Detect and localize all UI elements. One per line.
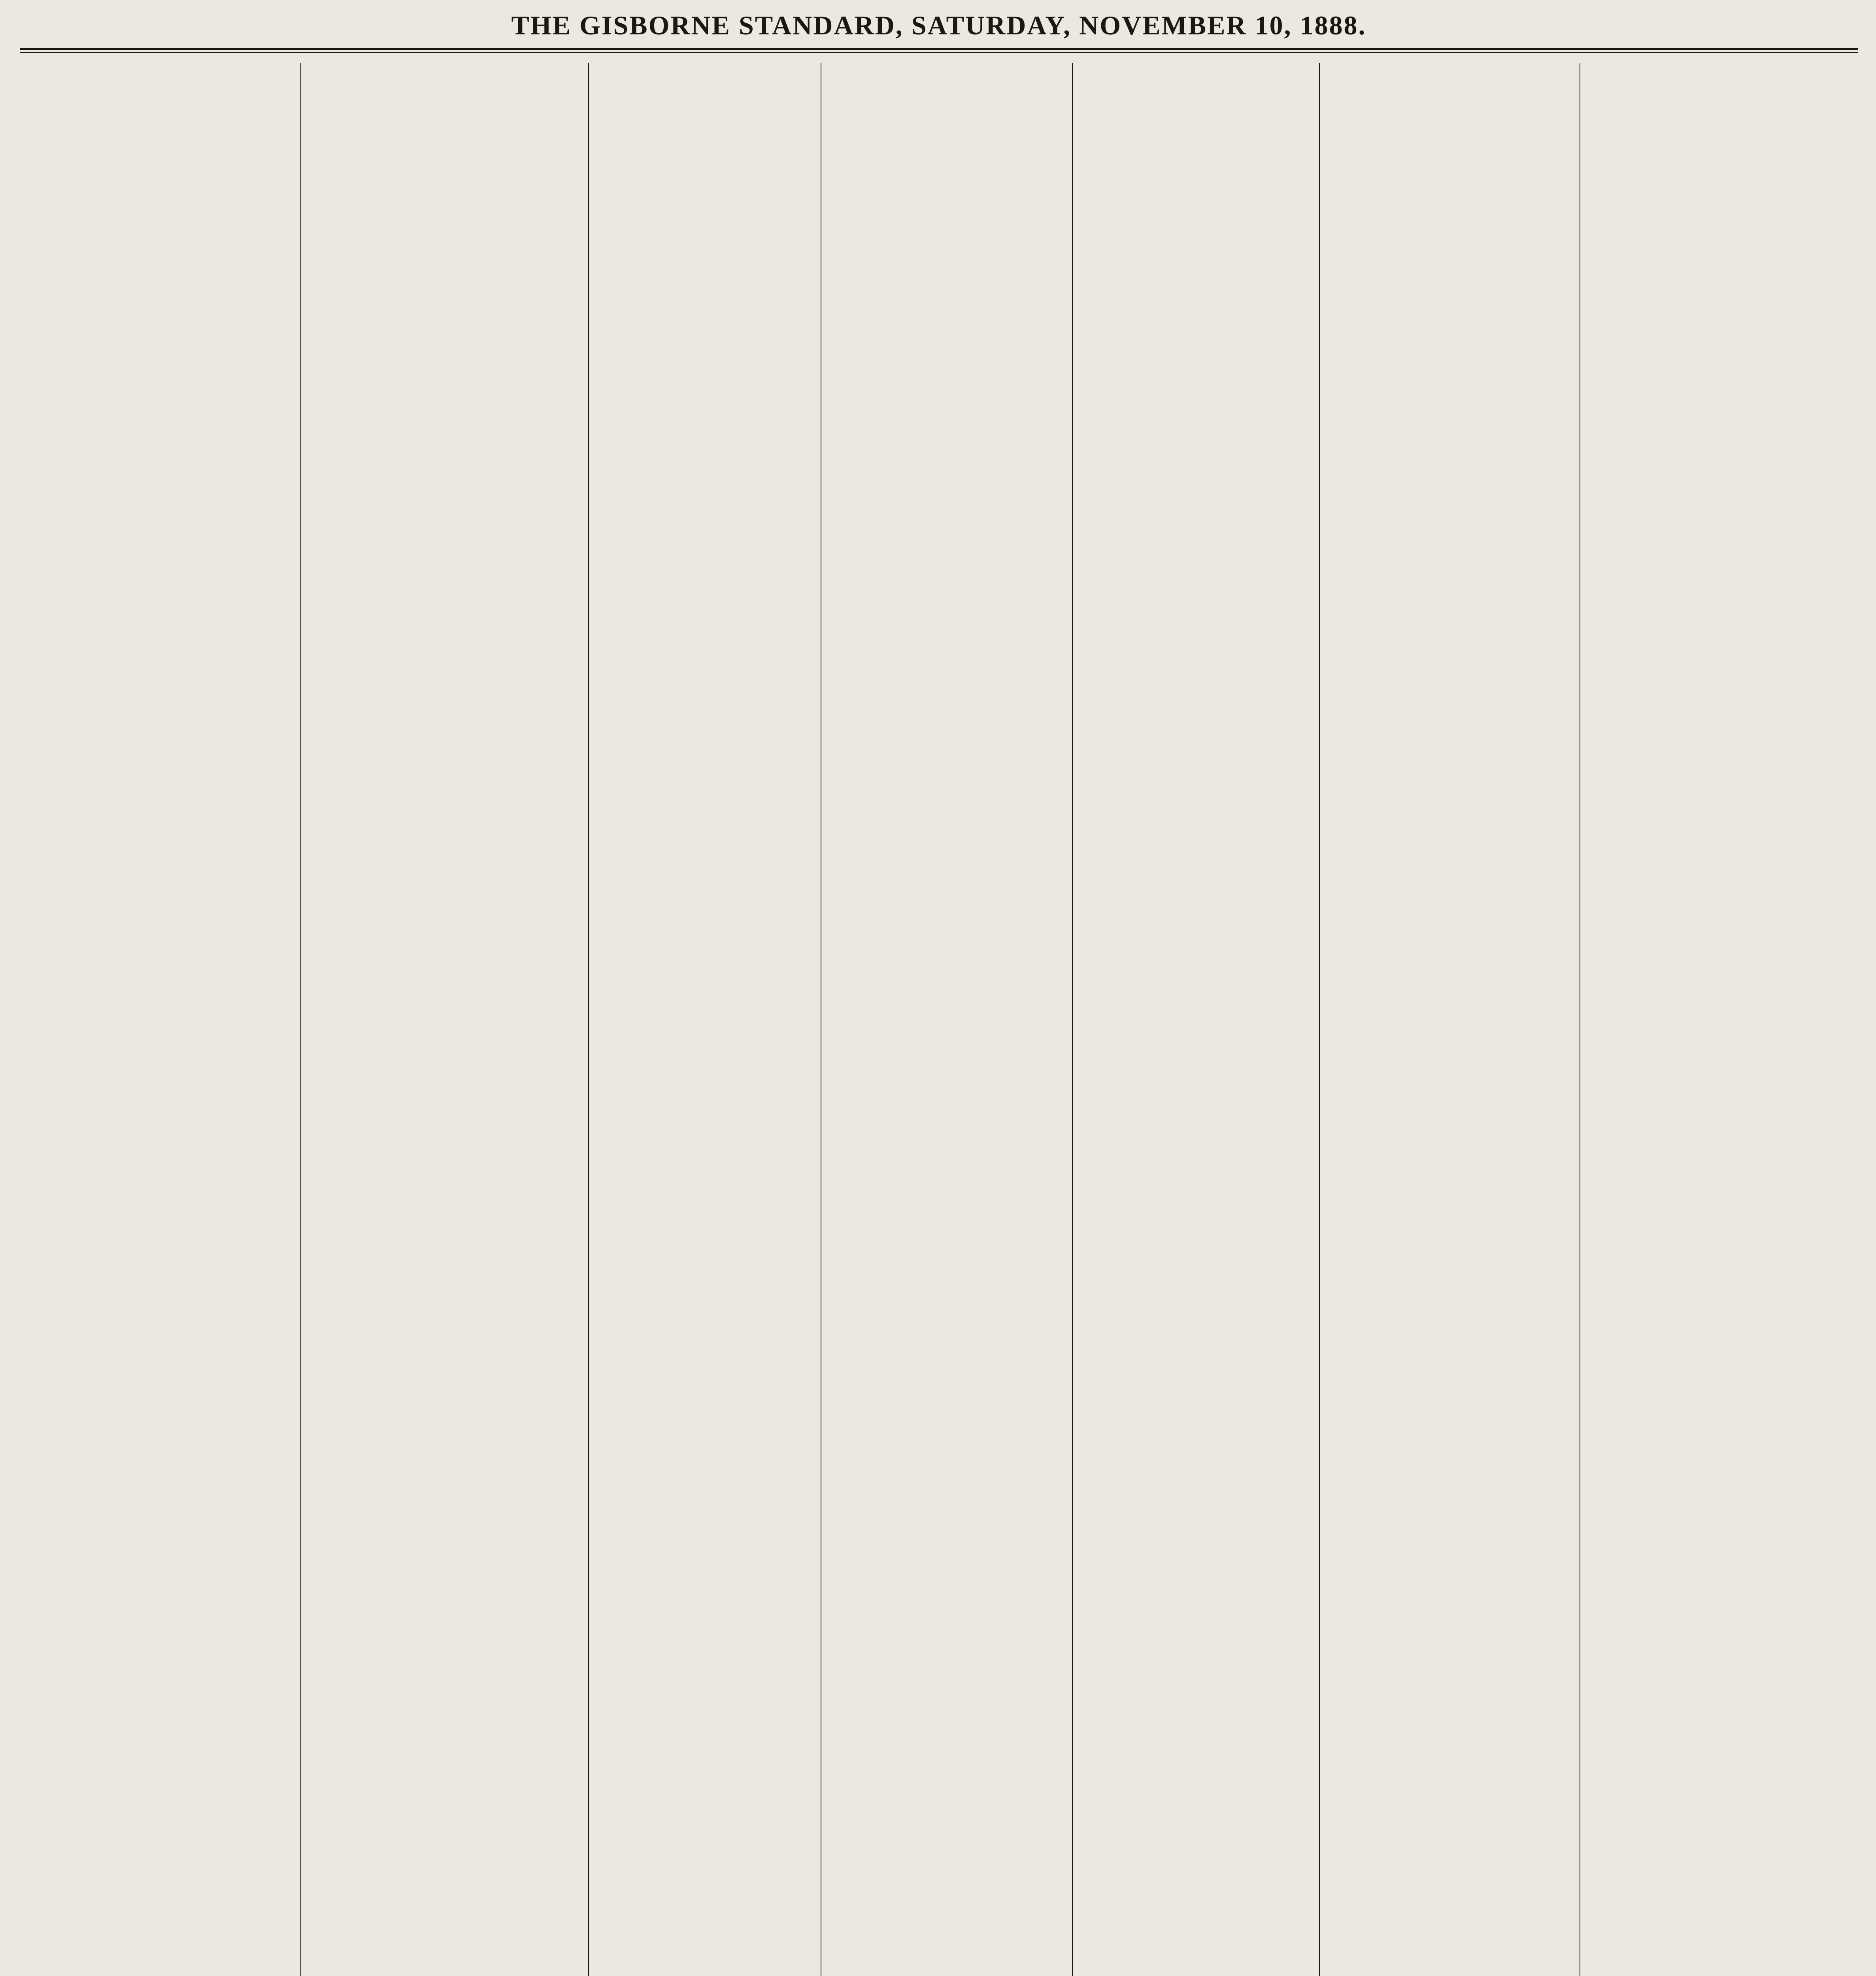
masthead-rule-thin xyxy=(20,52,1858,53)
column-rule xyxy=(1072,63,1073,1976)
column-rule xyxy=(1319,63,1320,1976)
masthead-rule xyxy=(20,48,1858,50)
column-rule xyxy=(300,63,301,1976)
column-rule xyxy=(588,63,589,1976)
masthead-title: THE GISBORNE STANDARD, SATURDAY, NOVEMBER 10, 1888. xyxy=(511,10,1366,40)
